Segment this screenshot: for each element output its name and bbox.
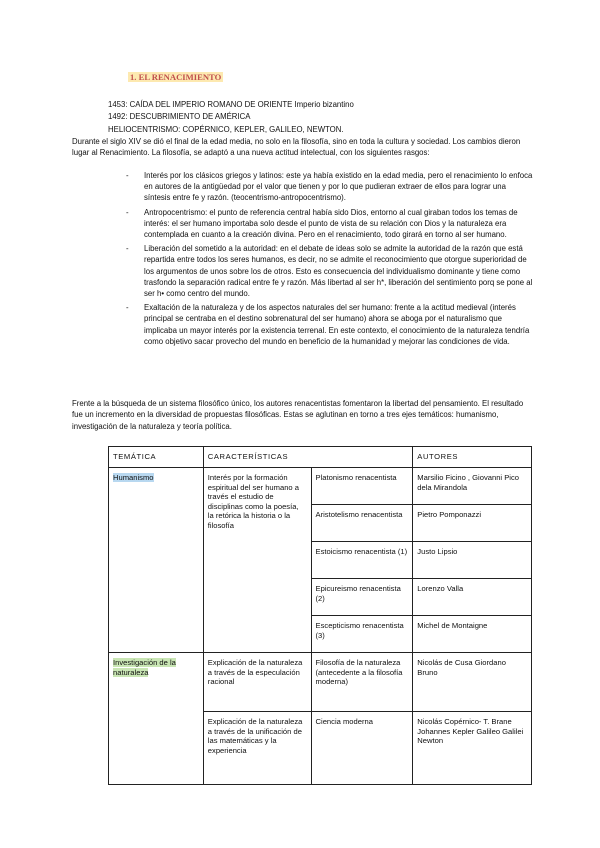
- autores-cell: Michel de Montaigne: [413, 616, 532, 653]
- intro-paragraph: Durante el siglo XIV se dió el final de la edad media, no solo en la filosofía, sino en toda la cultura y sociedad. Los cambios dieron lugar al Renacimiento. La filosofía, se adaptó a una nueva actitud intelectual, con los siguientes rasgos:: [72, 137, 521, 158]
- corriente-cell: Estoicismo renacentista (1): [311, 542, 413, 579]
- section-heading: 1. EL RENACIMIENTO: [130, 72, 222, 82]
- corriente-cell: Filosofía de la naturaleza (antecedente a la filosofía moderna): [311, 653, 413, 712]
- corriente-cell: Ciencia moderna: [311, 712, 413, 785]
- closing-paragraph: Frente a la búsqueda de un sistema filosófico único, los autores renacentistas fomentaron la libertad del pensamiento. El resultado fue un incremento en la diversidad de propuestas filosóficas. Estas se aglutinan en torno a tres ejes temáticos: humanismo, investigación de la naturaleza y teoría política.: [72, 399, 524, 431]
- corriente-cell: Aristotelismo renacentista: [311, 505, 413, 542]
- header-tematica: TEMÁTICA: [109, 447, 204, 468]
- features-list: [126, 170, 534, 350]
- autores-cell: Lorenzo Valla: [413, 579, 532, 616]
- themes-table: [108, 446, 532, 785]
- autores-cell: Pietro Pomponazzi: [413, 505, 532, 542]
- tema-cell: [109, 653, 204, 785]
- date-line: HELIOCENTRISMO: COPÉRNICO, KEPLER, GALILEO, NEWTON.: [108, 124, 344, 134]
- list-item: - Interés por los clásicos griegos y latinos: este ya había existido en la edad media, pero el renacimiento lo enfoca en autores de la antigüedad por el valor que tienen y por lo que pudieran extraer de ellos para lograr una síntesis entre fe y razón. (teocentrismo-antropocentrismo).: [126, 170, 534, 204]
- corriente-cell: Epicureismo renacentista (2): [311, 579, 413, 616]
- autores-cell: Justo Lipsio: [413, 542, 532, 579]
- table-header-row: [109, 447, 532, 468]
- header-autores: AUTORES: [413, 447, 532, 468]
- list-item: - Liberación del sometido a la autoridad: en el debate de ideas solo se admite la autoridad de la razón que está repartida entre todos los seres humanos, es decir, no se admite el reconocimiento que otorgue superioridad de los argumentos de unos sobre los de otros. Esto es consecuencia del individualismo dominante y tiene como trasfondo la separación radical entre fe y razón. Más libertad al ser h*, liberación del sentimiento porq se pone al ser h• como centro del mundo.: [126, 243, 534, 299]
- descripcion-cell: Explicación de la naturaleza a través de la especulación racional: [203, 653, 311, 712]
- tema-humanismo: Humanismo: [113, 473, 154, 482]
- humanismo-description: Interés por la formación espiritual del ser humano a través el estudio de disciplinas como la poesía, la retórica la historia o la filosofía: [203, 468, 311, 653]
- corriente-cell: Platonismo renacentista: [311, 468, 413, 505]
- table-row: [109, 653, 532, 712]
- tema-cell: [109, 468, 204, 653]
- corriente-cell: Escepticismo renacentista (3): [311, 616, 413, 653]
- header-caracteristicas: CARACTERÍSTICAS: [203, 447, 413, 468]
- key-dates: [108, 99, 354, 136]
- descripcion-cell: Explicación de la naturaleza a través de la unificación de las matemáticas y la experiencia: [203, 712, 311, 785]
- date-line: 1453: CAÍDA DEL IMPERIO ROMANO DE ORIENTE Imperio bizantino: [108, 100, 354, 109]
- table-row: [109, 468, 532, 505]
- tema-naturaleza: Investigación de la naturaleza: [113, 658, 176, 677]
- date-line: 1492: DESCUBRIMIENTO DE AMÉRICA: [108, 112, 251, 122]
- autores-cell: Marsilio Ficino , Giovanni Pico dela Mirandola: [413, 468, 532, 505]
- list-item: - Antropocentrismo: el punto de referencia central había sido Dios, entorno al cual giraban todos los temas de interés: el ser humano importaba solo desde el punto de vista de su relación con Dios y la naturaleza era contemplada en cuanto a la creación divina. Pero en el renacimiento, todo girará en torno al ser humano.: [126, 207, 534, 241]
- autores-cell: Nicolás de Cusa Giordano Bruno: [413, 653, 532, 712]
- list-item: - Exaltación de la naturaleza y de los aspectos naturales del ser humano: frente a la actitud medieval (interés principal se centraba en el destino sobrenatural del ser humano) ahora se aboga por el naturalismo que implicaba un mayor interés por la existencia terrenal. En este contexto, el conocimiento de la naturaleza tendría como objetivo sacar provecho del mundo en beneficio de la humanidad y mejorar las condiciones de vida.: [126, 302, 534, 347]
- autores-cell: Nicolás Copérnico- T. Brane Johannes Kepler Galileo Galilei Newton: [413, 712, 532, 785]
